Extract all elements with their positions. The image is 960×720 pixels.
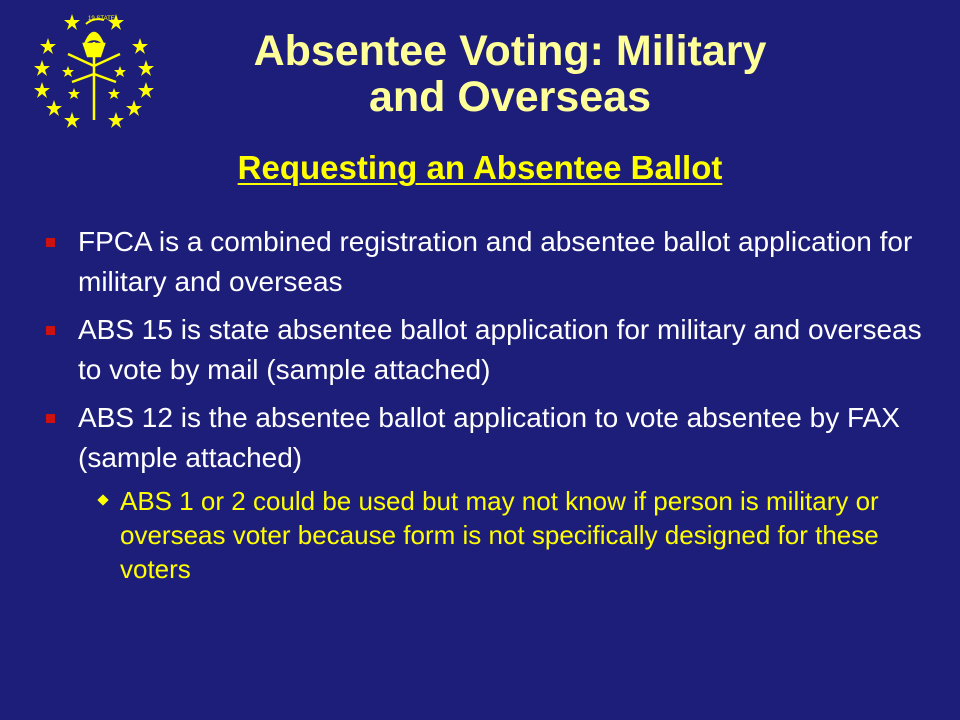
bullet-text: FPCA is a combined registration and absentee ballot application for military and overseas (78, 226, 913, 297)
subtitle-text: Requesting an Absentee Ballot (237, 149, 723, 186)
diamond-bullet-icon (97, 494, 108, 505)
sub-bullet-text: ABS 1 or 2 could be used but may not know if person is military or overseas voter because form is not specifically designed for these voters (120, 486, 879, 584)
slide-title (160, 28, 860, 120)
bullet-list (40, 222, 930, 586)
bullet-text: ABS 15 is state absentee ballot application for military and overseas to vote by mail (sample attached) (78, 314, 922, 385)
title-line-1: Absentee Voting: Military (253, 27, 767, 75)
bullet-text: ABS 12 is the absentee ballot application to vote absentee by FAX (sample attached) (78, 402, 900, 473)
bullet-item (40, 222, 930, 302)
bullet-item (40, 310, 930, 390)
sub-bullet-item (40, 484, 930, 586)
square-bullet-icon (46, 326, 55, 335)
svg-text:19 STATE: 19 STATE (88, 16, 115, 22)
square-bullet-icon (46, 238, 55, 247)
seal-ring (86, 16, 115, 24)
torch-icon (68, 33, 120, 120)
square-bullet-icon (46, 414, 55, 423)
slide-subtitle (0, 148, 960, 188)
bullet-item (40, 398, 930, 478)
title-line-2: and Overseas (368, 73, 652, 121)
indiana-flag-torch-logo (28, 8, 160, 134)
